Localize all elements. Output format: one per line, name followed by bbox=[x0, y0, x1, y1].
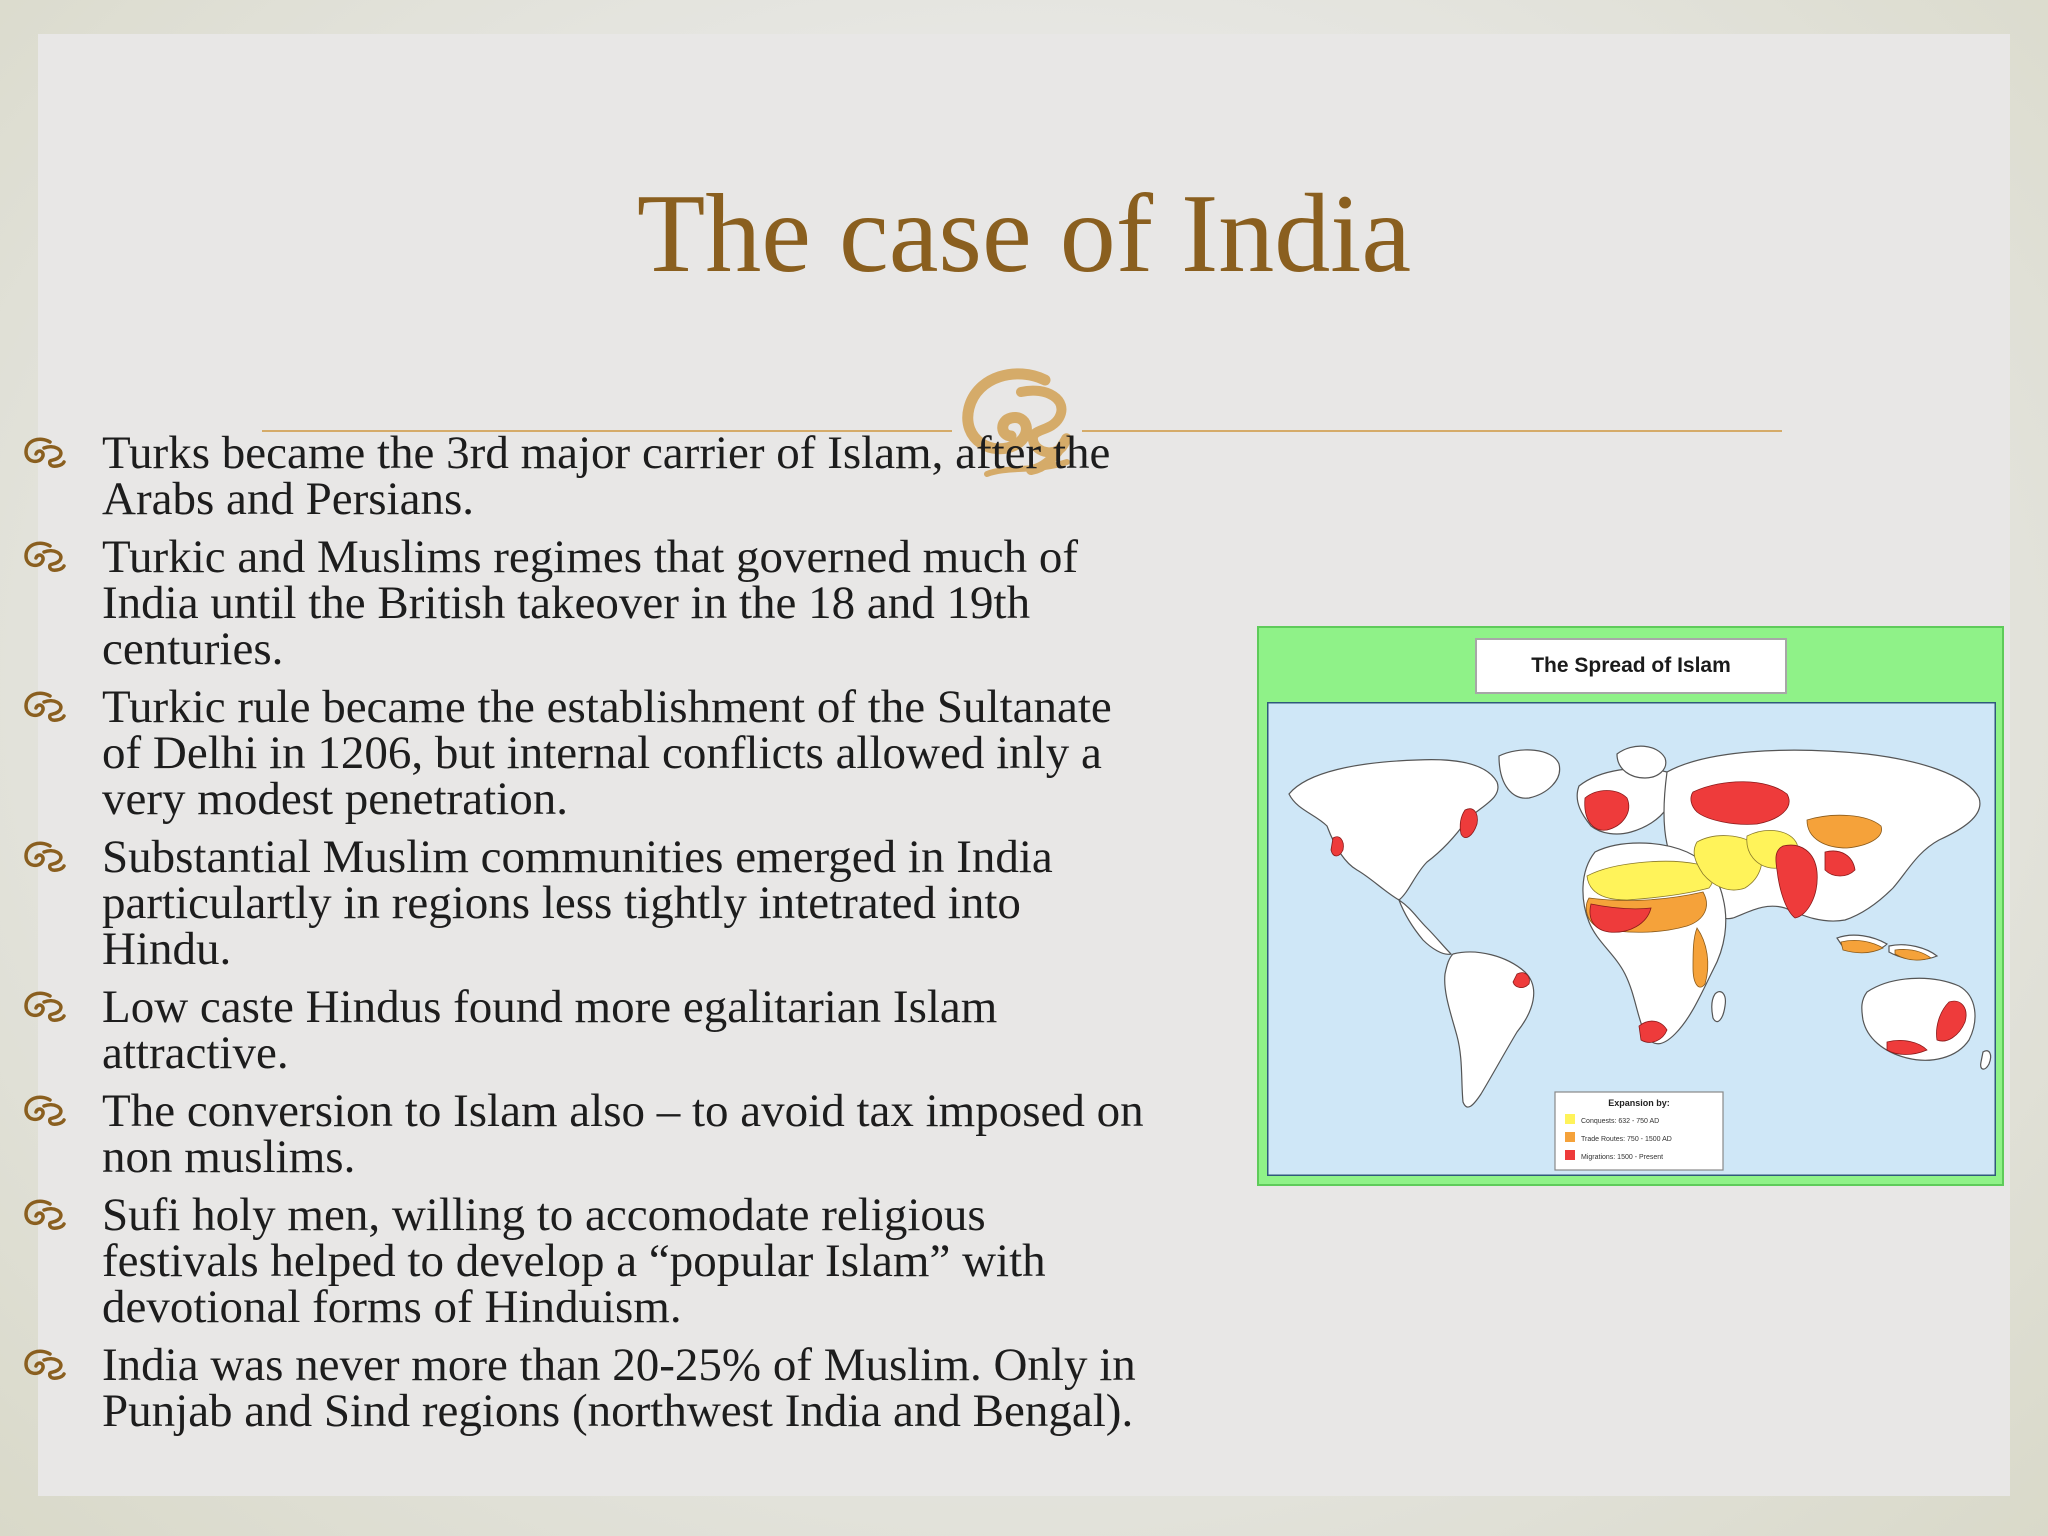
bullet-item bbox=[20, 981, 1272, 1079]
legend-heading: Expansion by: bbox=[1608, 1098, 1670, 1108]
bullet-line: Punjab and Sind regions (northwest India and Bengal). bbox=[102, 1385, 1134, 1437]
legend-swatch-conquests bbox=[1565, 1114, 1575, 1124]
bullet-list bbox=[20, 427, 1272, 1446]
bullet-line: Low caste Hindus found more egalitarian Islam bbox=[102, 981, 998, 1033]
legend-swatch-trade-routes bbox=[1565, 1132, 1575, 1142]
ornamental-bullet-icon bbox=[20, 688, 70, 724]
bullet-line: attractive. bbox=[102, 1027, 289, 1079]
bullet-line: Hindu. bbox=[102, 923, 232, 975]
bullet-item bbox=[20, 681, 1272, 825]
ornamental-bullet-icon bbox=[20, 1196, 70, 1232]
ornamental-bullet-icon bbox=[20, 988, 70, 1024]
bullet-line: devotional forms of Hinduism. bbox=[102, 1281, 682, 1333]
bullet-line: India until the British takeover in the 18 and 19th bbox=[102, 577, 1031, 629]
ornamental-bullet-icon bbox=[20, 538, 70, 574]
bullet-line: Substantial Muslim communities emerged in India bbox=[102, 831, 1053, 883]
ornamental-bullet-icon bbox=[20, 1346, 70, 1382]
bullet-item bbox=[20, 427, 1272, 525]
bullet-line: Turkic rule became the establishment of the Sultanate bbox=[102, 681, 1112, 733]
world-map bbox=[1267, 702, 1996, 1176]
bullet-line: Arabs and Persians. bbox=[102, 473, 475, 525]
bullet-line: very modest penetration. bbox=[102, 773, 568, 825]
legend-swatch-migrations bbox=[1565, 1150, 1575, 1160]
spread-of-islam-map bbox=[1257, 626, 2004, 1186]
map-title: The Spread of Islam bbox=[1475, 638, 1787, 694]
bullet-line: India was never more than 20-25% of Muslim. Only in bbox=[102, 1339, 1136, 1391]
bullet-line: particulartly in regions less tightly intetrated into bbox=[102, 877, 1021, 929]
legend-label: Conquests: 632 - 750 AD bbox=[1581, 1118, 1660, 1125]
ornamental-bullet-icon bbox=[20, 1092, 70, 1128]
ornamental-bullet-icon bbox=[20, 838, 70, 874]
bullet-line: festivals helped to develop a “popular Islam” with bbox=[102, 1235, 1046, 1287]
bullet-item bbox=[20, 1339, 1272, 1437]
bullet-line: Turkic and Muslims regimes that governed much of bbox=[102, 531, 1078, 583]
bullet-line: Turks became the 3rd major carrier of Islam, after the bbox=[102, 427, 1111, 479]
slide-title: The case of India bbox=[636, 172, 1412, 296]
bullet-item bbox=[20, 1189, 1272, 1333]
legend-label: Migrations: 1500 - Present bbox=[1581, 1154, 1664, 1161]
legend-label: Trade Routes: 750 - 1500 AD bbox=[1581, 1136, 1672, 1143]
bullet-line: of Delhi in 1206, but internal conflicts allowed inly a bbox=[102, 727, 1102, 779]
bullet-item bbox=[20, 831, 1272, 975]
bullet-line: non muslims. bbox=[102, 1131, 356, 1183]
map-legend bbox=[1555, 1092, 1723, 1170]
bullet-line: The conversion to Islam also – to avoid tax imposed on bbox=[102, 1085, 1144, 1137]
bullet-line: Sufi holy men, willing to accomodate religious bbox=[102, 1189, 986, 1241]
bullet-item bbox=[20, 1085, 1272, 1183]
ornamental-bullet-icon bbox=[20, 434, 70, 470]
bullet-line: centuries. bbox=[102, 623, 284, 675]
bullet-item bbox=[20, 531, 1272, 675]
